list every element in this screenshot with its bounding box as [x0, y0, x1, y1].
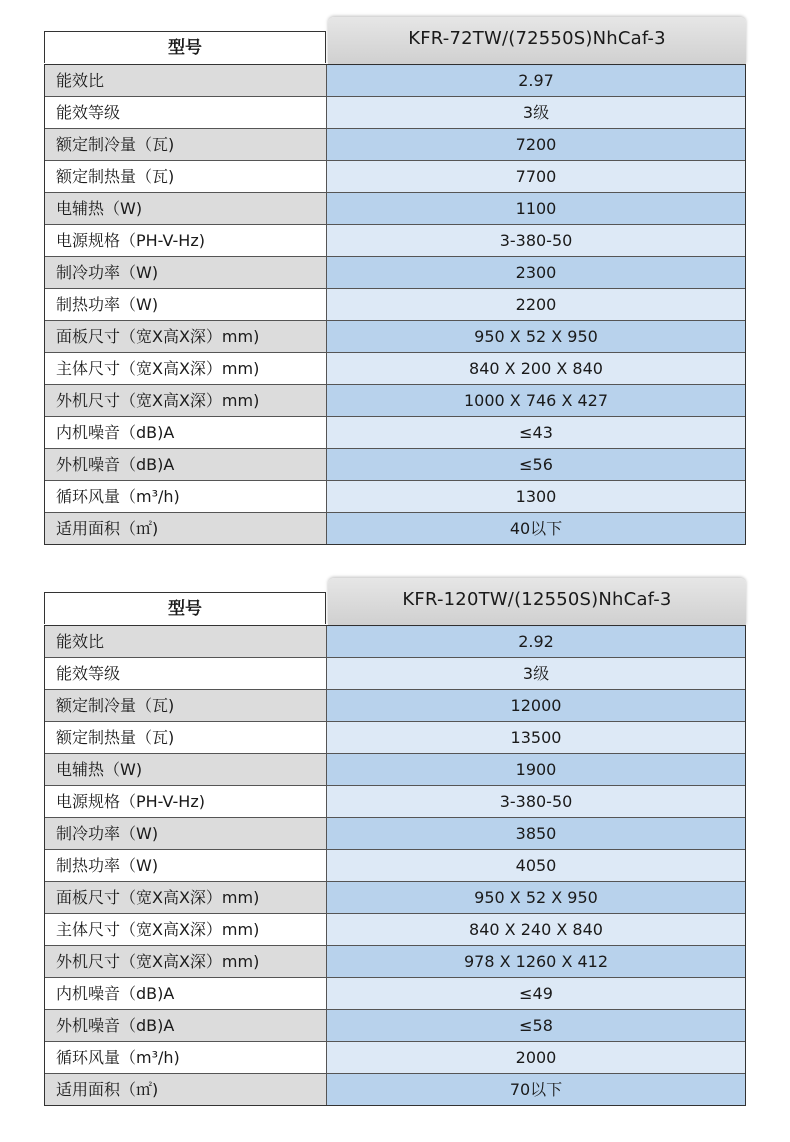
table-row — [45, 224, 745, 256]
row-value: 7700 — [327, 161, 745, 192]
table-body — [44, 625, 746, 1106]
row-value: 978 X 1260 X 412 — [327, 946, 745, 977]
table-row — [45, 160, 745, 192]
row-value: 2.92 — [327, 626, 745, 657]
row-label: 内机噪音（dB)A — [45, 978, 327, 1009]
spec-table-2 — [44, 578, 746, 1106]
table-row — [45, 320, 745, 352]
row-value: ≤58 — [327, 1010, 745, 1041]
row-label: 制热功率（W) — [45, 850, 327, 881]
row-label: 面板尺寸（宽X高X深）mm) — [45, 321, 327, 352]
row-label: 能效比 — [45, 65, 327, 96]
row-value: 1100 — [327, 193, 745, 224]
header-label: 型号 — [44, 592, 326, 624]
table-row — [45, 384, 745, 416]
row-label: 外机尺寸（宽X高X深）mm) — [45, 385, 327, 416]
row-value: 70以下 — [327, 1074, 745, 1105]
row-value: 1300 — [327, 481, 745, 512]
table-row — [45, 785, 745, 817]
row-value: 12000 — [327, 690, 745, 721]
row-value: 3级 — [327, 658, 745, 689]
header-label: 型号 — [44, 31, 326, 63]
table-row — [45, 689, 745, 721]
row-value: 7200 — [327, 129, 745, 160]
row-label: 额定制冷量（瓦) — [45, 690, 327, 721]
row-label: 主体尺寸（宽X高X深）mm) — [45, 914, 327, 945]
row-label: 外机噪音（dB)A — [45, 449, 327, 480]
row-label: 内机噪音（dB)A — [45, 417, 327, 448]
row-label: 外机尺寸（宽X高X深）mm) — [45, 946, 327, 977]
row-label: 循环风量（m³/h) — [45, 1042, 327, 1073]
table-row — [45, 626, 745, 657]
row-label: 额定制冷量（瓦) — [45, 129, 327, 160]
row-value: 840 X 200 X 840 — [327, 353, 745, 384]
row-label: 主体尺寸（宽X高X深）mm) — [45, 353, 327, 384]
table-body — [44, 64, 746, 545]
table-row — [45, 1041, 745, 1073]
table-row — [45, 448, 745, 480]
table-row — [45, 192, 745, 224]
row-label: 制热功率（W) — [45, 289, 327, 320]
row-label: 能效比 — [45, 626, 327, 657]
table-row — [45, 1009, 745, 1041]
table-row — [45, 913, 745, 945]
table-row — [45, 881, 745, 913]
row-value: 3850 — [327, 818, 745, 849]
table-row — [45, 65, 745, 96]
row-value: 2300 — [327, 257, 745, 288]
row-value: 3级 — [327, 97, 745, 128]
table-row — [45, 256, 745, 288]
row-value: 2000 — [327, 1042, 745, 1073]
table-row — [45, 977, 745, 1009]
table-row — [45, 721, 745, 753]
row-value: 2200 — [327, 289, 745, 320]
table-row — [45, 817, 745, 849]
row-label: 制冷功率（W) — [45, 818, 327, 849]
row-value: 3-380-50 — [327, 225, 745, 256]
row-value: 1000 X 746 X 427 — [327, 385, 745, 416]
table-header — [44, 578, 746, 625]
table-row — [45, 1073, 745, 1105]
model-name: KFR-72TW/(72550S)NhCaf-3 — [328, 17, 746, 64]
row-label: 电源规格（PH-V-Hz) — [45, 786, 327, 817]
model-name: KFR-120TW/(12550S)NhCaf-3 — [328, 578, 746, 625]
table-row — [45, 128, 745, 160]
row-label: 能效等级 — [45, 658, 327, 689]
table-row — [45, 96, 745, 128]
row-label: 适用面积（㎡) — [45, 1074, 327, 1105]
row-value: 840 X 240 X 840 — [327, 914, 745, 945]
row-label: 电辅热（W) — [45, 754, 327, 785]
row-value: ≤56 — [327, 449, 745, 480]
row-value: 1900 — [327, 754, 745, 785]
table-header — [44, 17, 746, 64]
table-row — [45, 480, 745, 512]
row-value: 40以下 — [327, 513, 745, 544]
row-label: 额定制热量（瓦) — [45, 722, 327, 753]
row-label: 循环风量（m³/h) — [45, 481, 327, 512]
table-row — [45, 416, 745, 448]
spec-table-1 — [44, 17, 746, 545]
row-value: ≤43 — [327, 417, 745, 448]
row-label: 外机噪音（dB)A — [45, 1010, 327, 1041]
row-value: 3-380-50 — [327, 786, 745, 817]
table-row — [45, 512, 745, 544]
row-value: 2.97 — [327, 65, 745, 96]
row-value: 950 X 52 X 950 — [327, 321, 745, 352]
row-label: 制冷功率（W) — [45, 257, 327, 288]
table-row — [45, 945, 745, 977]
row-label: 适用面积（㎡) — [45, 513, 327, 544]
table-row — [45, 352, 745, 384]
row-label: 电辅热（W) — [45, 193, 327, 224]
table-row — [45, 849, 745, 881]
row-label: 能效等级 — [45, 97, 327, 128]
table-row — [45, 753, 745, 785]
table-row — [45, 657, 745, 689]
row-value: ≤49 — [327, 978, 745, 1009]
row-label: 额定制热量（瓦) — [45, 161, 327, 192]
row-value: 13500 — [327, 722, 745, 753]
table-row — [45, 288, 745, 320]
row-label: 面板尺寸（宽X高X深）mm) — [45, 882, 327, 913]
row-value: 4050 — [327, 850, 745, 881]
row-label: 电源规格（PH-V-Hz) — [45, 225, 327, 256]
row-value: 950 X 52 X 950 — [327, 882, 745, 913]
